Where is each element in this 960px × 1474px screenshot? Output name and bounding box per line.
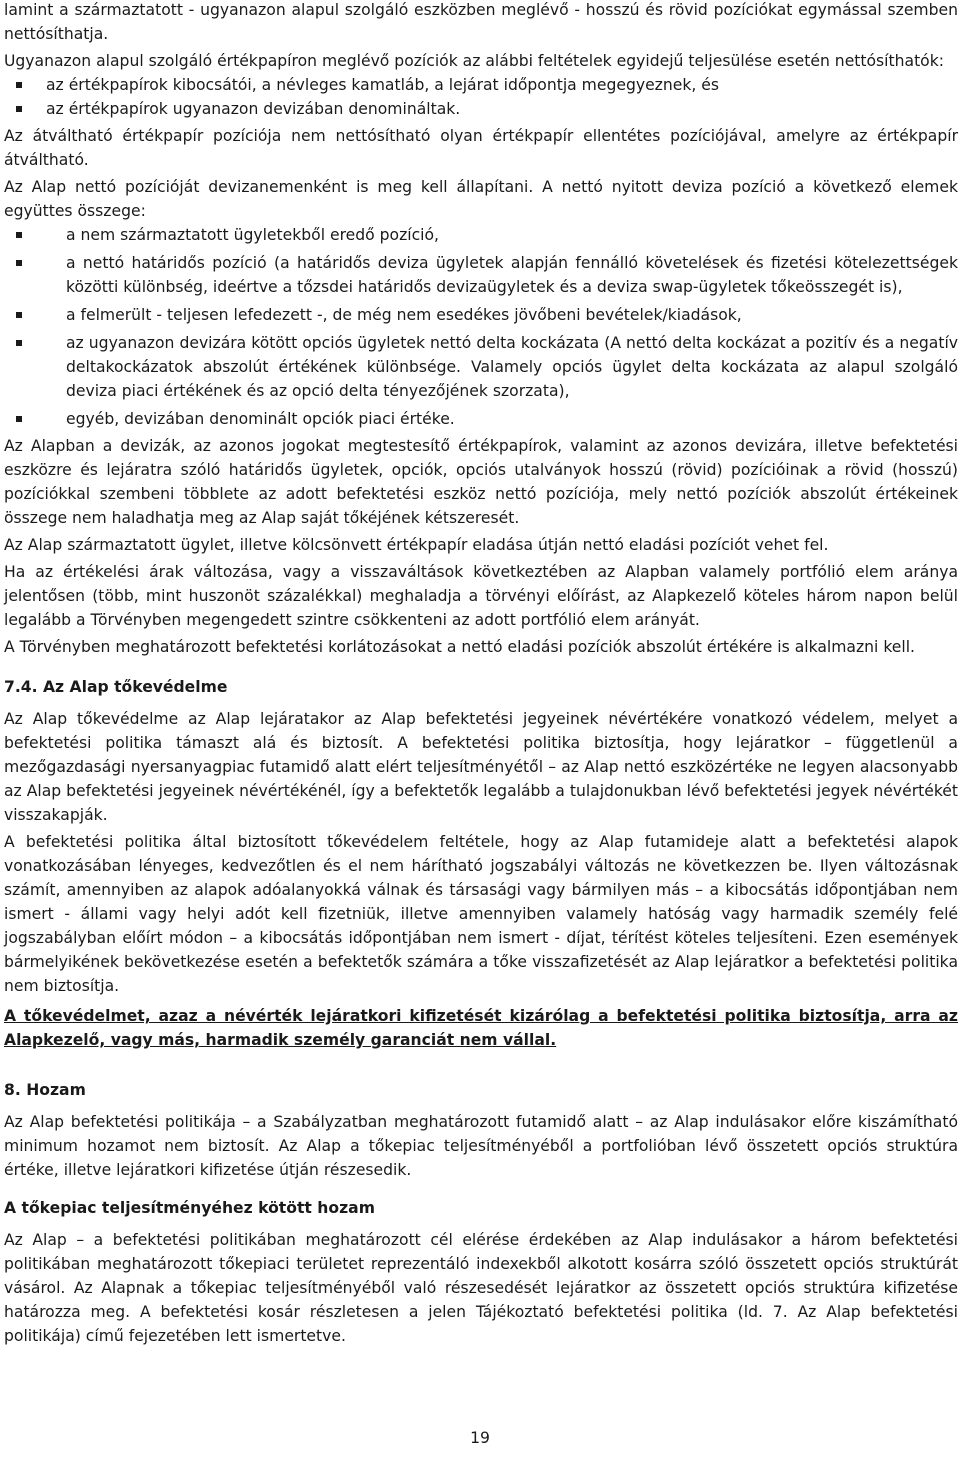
paragraph-intro: lamint a származtatott - ugyanazon alapul szolgáló eszközben meglévő - hosszú és rövid pozíciókat egymással szemben nettósíthatja. bbox=[4, 1, 958, 43]
fx-position-elements-list bbox=[4, 223, 958, 431]
page-number: 19 bbox=[470, 1429, 490, 1447]
square-bullet-icon bbox=[16, 82, 22, 88]
paragraph-yield: Az Alap befektetési politikája – a Szabályzatban meghatározott futamidő alatt – az Alap indulásakor előre kiszámítható minimum hozamot nem biztosít. Az Alap a tőkepiac teljesítményéből a portfolióban lévő összetett opciós struktúra értéke, illetve lejáratkori kifizetése útján részesedik. bbox=[4, 1113, 958, 1179]
list-item bbox=[4, 73, 958, 97]
paragraph-short-position: Az Alap származtatott ügylet, illetve kölcsönvett értékpapír eladása útján nettó eladási pozíciót vehet fel. bbox=[4, 536, 829, 554]
paragraph-capital-protection-1: Az Alap tőkevédelme az Alap lejáratakor az Alap befektetési jegyeinek névértékére vonatkozó védelem, melyet a befektetési politika támaszt alá és biztosít. A befektetési politika biztosítja, hogy lejáratkor – függetlenül a mezőgazdasági nyersanyagpiac futamidő alatt elért teljesítményétől – az Alap nettó eszközértéke ne legyen alacsonyabb az Alap befektetési jegyeinek névértékénél, így a befektetők legalább a tulajdonukban lévő befektetési jegyek névértékét visszakapják. bbox=[4, 710, 958, 824]
paragraph-net-position-limit: Az Alapban a devizák, az azonos jogokat megtestesítő értékpapírok, valamint az azonos devizára, illetve befektetési eszközre és lejáratra szóló határidős ügyletek, opciók, opciós utalványok hosszú (rövid) pozícióinak a rövid (hosszú) pozíciókkal szembeni többlete az adott befektetési eszköz nettó pozíciója, mely nettó pozíciók abszolút értékeinek összege nem haladhatja meg az Alap saját tőkéjének kétszeresét. bbox=[4, 437, 958, 527]
section-heading-capital-protection: 7.4. Az Alap tőkevédelme bbox=[4, 678, 228, 696]
paragraph-capital-protection-disclaimer: A tőkevédelmet, azaz a névérték lejáratkori kifizetését kizárólag a befektetési politika biztosítja, arra az Alapkezelő, vagy más, harmadik személy garanciát nem vállal. bbox=[4, 1007, 958, 1049]
paragraph-convertible: Az átváltható értékpapír pozíciója nem nettósítható olyan értékpapír ellentétes pozíciójával, amelyre az értékpapír átváltható. bbox=[4, 127, 958, 169]
list-item bbox=[4, 331, 958, 403]
list-item bbox=[4, 407, 958, 431]
square-bullet-icon bbox=[16, 232, 22, 238]
list-item-text: az értékpapírok kibocsátói, a névleges kamatláb, a lejárat időpontja megegyeznek, és bbox=[46, 76, 720, 94]
list-item-text: a nem származtatott ügyletekből eredő pozíció, bbox=[66, 226, 439, 244]
paragraph-market-linked-yield: Az Alap – a befektetési politikában meghatározott cél elérése érdekében az Alap indulásakor a három befektetési politikában meghatározott tőkepiaci területet reprezentáló indexekből alkotott kosárra szóló összetett opciós struktúrát vásárol. Az Alapnak a tőkepiac teljesítményéből való részesedését lejáratkor az összetett opciós struktúra kifizetése határozza meg. A befektetési kosár részletesen a jelen Tájékoztató befektetési politika (ld. 7. Az Alap befektetési politikája) című fejezetében lett ismertetve. bbox=[4, 1231, 958, 1345]
list-item-text: az értékpapírok ugyanazon devizában denomináltak. bbox=[46, 100, 461, 118]
list-item bbox=[4, 251, 958, 299]
square-bullet-icon bbox=[16, 416, 22, 422]
page-body bbox=[4, 0, 958, 1351]
paragraph-netting-conditions: Ugyanazon alapul szolgáló értékpapíron meglévő pozíciók az alábbi feltételek egyidejű teljesülése esetén nettósíthatók: bbox=[4, 52, 945, 70]
list-item bbox=[4, 223, 958, 247]
subheading-market-linked-yield: A tőkepiac teljesítményéhez kötött hozam bbox=[4, 1199, 375, 1217]
square-bullet-icon bbox=[16, 260, 22, 266]
square-bullet-icon bbox=[16, 340, 22, 346]
list-item-text: a nettó határidős pozíció (a határidős deviza ügyletek alapján fennálló követelések és fizetési kötelezettségek közötti különbség, ideértve a tőzsdei határidős devizaügyletek és a deviza swap-ügyletek tőkeösszegét is), bbox=[66, 254, 958, 296]
paragraph-investment-limits: A Törvényben meghatározott befektetési korlátozásokat a nettó eladási pozíciók abszolút értékére is alkalmazni kell. bbox=[4, 638, 916, 656]
square-bullet-icon bbox=[16, 106, 22, 112]
list-item-text: a felmerült - teljesen lefedezett -, de még nem esedékes jövőbeni bevételek/kiadások, bbox=[66, 306, 742, 324]
section-heading-yield: 8. Hozam bbox=[4, 1081, 86, 1099]
paragraph-portfolio-correction: Ha az értékelési árak változása, vagy a visszaváltások következtében az Alapban valamely portfólió elem aránya jelentősen (több, mint huszonöt százalékkal) meghaladja a törvényi előírást, az Alapkezelő köteles három napon belül legalább a Törvényben megengedett szintre csökkenteni az adott portfólió elem arányát. bbox=[4, 563, 958, 629]
square-bullet-icon bbox=[16, 312, 22, 318]
list-item-text: az ugyanazon devizára kötött opciós ügyletek nettó delta kockázata (A nettó delta kockázat a pozitív és a negatív deltakockázatok abszolút értékének különbsége. Valamely opciós ügylet delta kockázata az alapul szolgáló deviza piaci értékének és az opció delta tényezőjének szorzata), bbox=[66, 334, 958, 400]
list-item bbox=[4, 303, 958, 327]
list-item-text: egyéb, devizában denominált opciók piaci értéke. bbox=[66, 410, 455, 428]
netting-conditions-list bbox=[4, 73, 958, 121]
paragraph-net-position: Az Alap nettó pozícióját devizanemenként is meg kell állapítani. A nettó nyitott deviza pozíció a következő elemek együttes összege: bbox=[4, 178, 958, 220]
list-item bbox=[4, 97, 958, 121]
paragraph-capital-protection-2: A befektetési politika által biztosított tőkevédelem feltétele, hogy az Alap futamideje alatt a befektetési alapok vonatkozásában lényeges, kedvezőtlen és el nem hárítható jogszabályi változás ne következzen be. Ilyen változásnak számít, amennyiben az alapok adóalanyokká válnak és társasági vagy bármilyen más – a kibocsátás időpontjában nem ismert - állami vagy helyi adót kell fizetniük, illetve amennyiben valamely hatóság vagy harmadik személy felé jogszabályban előírt módon – a kibocsátás időpontjában nem ismert - díjat, térítést köteles teljesíteni. Ezen események bármelyikének bekövetkezése esetén a befektetők számára a tőke visszafizetését az Alap lejáratkor a befektetési politika nem biztosítja. bbox=[4, 833, 958, 995]
